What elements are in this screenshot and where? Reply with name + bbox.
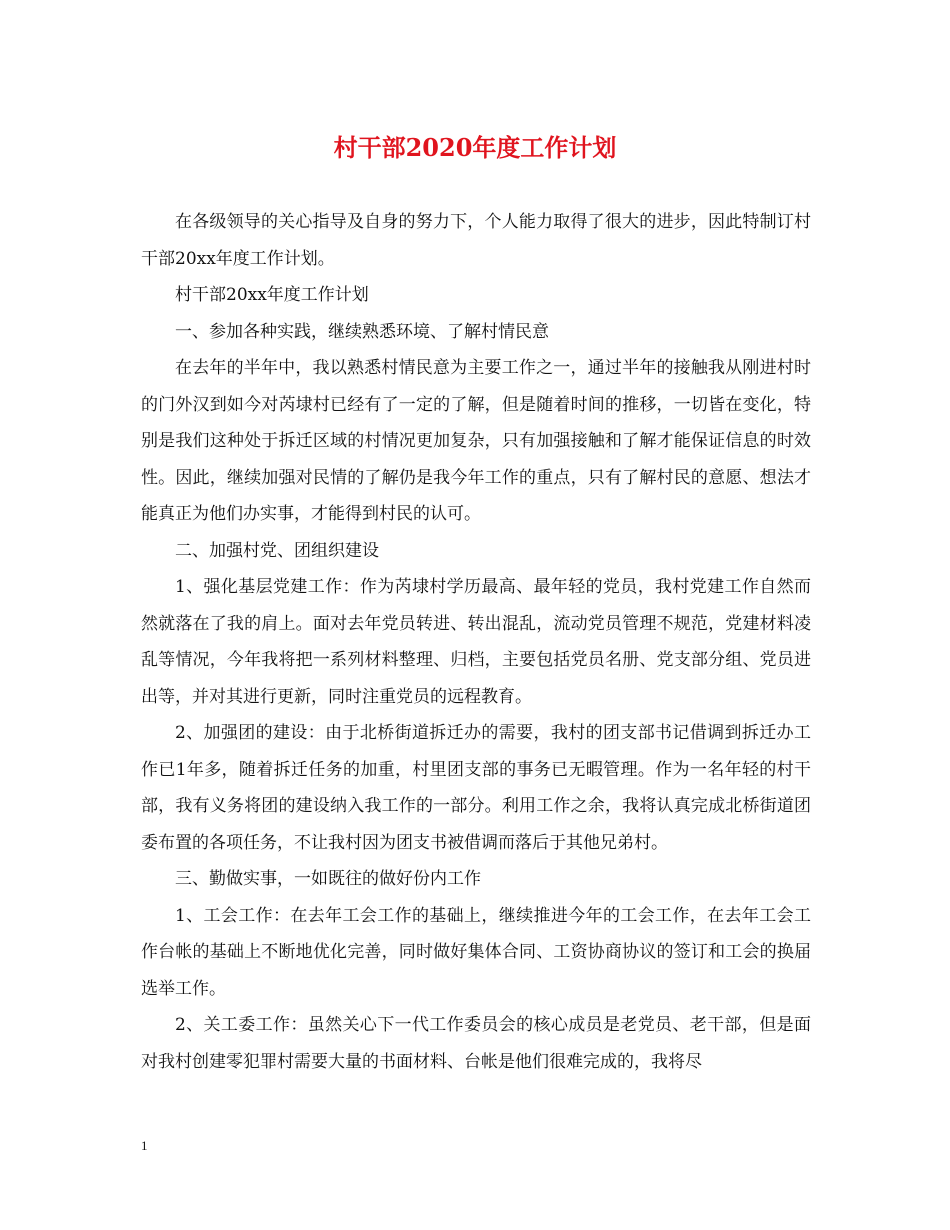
paragraph-plan-heading: 村干部20xx年度工作计划 xyxy=(175,285,369,305)
paragraph-union-work: 1、工会工作：在去年工会工作的基础上，继续推进今年的工会工作，在去年工会工作台帐的基础上不断地优化完善，同时做好集体合同、工资协商协议的签订和工会的换届选举工作。 xyxy=(141,905,811,999)
document-body xyxy=(141,204,811,1080)
paragraph-party-building: 1、强化基层党建工作：作为芮埭村学历最高、最年轻的党员，我村党建工作自然而然就落在了我的肩上。面对去年党员转进、转出混乱，流动党员管理不规范，党建材料凌乱等情况，今年我将把一系列材料整理、归档，主要包括党员名册、党支部分组、党员进出等，并对其进行更新，同时注重党员的远程教育。 xyxy=(141,577,811,707)
paragraph-section-1: 在去年的半年中，我以熟悉村情民意为主要工作之一，通过半年的接触我从刚进村时的门外汉到如今对芮埭村已经有了一定的了解，但是随着时间的推移，一切皆在变化，特别是我们这种处于拆迁区域的村情况更加复杂，只有加强接触和了解才能保证信息的时效性。因此，继续加强对民情的了解仍是我今年工作的重点，只有了解村民的意愿、想法才能真正为他们办实事，才能得到村民的认可。 xyxy=(141,358,811,524)
section-heading-3: 三、勤做实事，一如既往的做好份内工作 xyxy=(175,869,481,889)
paragraph-league-building: 2、加强团的建设：由于北桥街道拆迁办的需要，我村的团支部书记借调到拆迁办工作已1年多，随着拆迁任务的加重，村里团支部的事务已无暇管理。作为一名年轻的村干部，我有义务将团的建设纳入我工作的一部分。利用工作之余，我将认真完成北桥街道团委布置的各项任务，不让我村因为团支书被借调而落后于其他兄弟村。 xyxy=(141,723,811,853)
page-number: 1 xyxy=(141,1138,148,1153)
paragraph-youth-committee: 2、关工委工作：虽然关心下一代工作委员会的核心成员是老党员、老干部，但是面对我村创建零犯罪村需要大量的书面材料、台帐是他们很难完成的，我将尽 xyxy=(141,1015,811,1072)
paragraph-intro: 在各级领导的关心指导及自身的努力下，个人能力取得了很大的进步，因此特制订村干部20xx年度工作计划。 xyxy=(141,212,811,269)
section-heading-2: 二、加强村党、团组织建设 xyxy=(175,540,379,561)
section-heading-1: 一、参加各种实践，继续熟悉环境、了解村情民意 xyxy=(175,321,549,342)
document-title: 村干部2020年度工作计划 xyxy=(333,133,617,162)
